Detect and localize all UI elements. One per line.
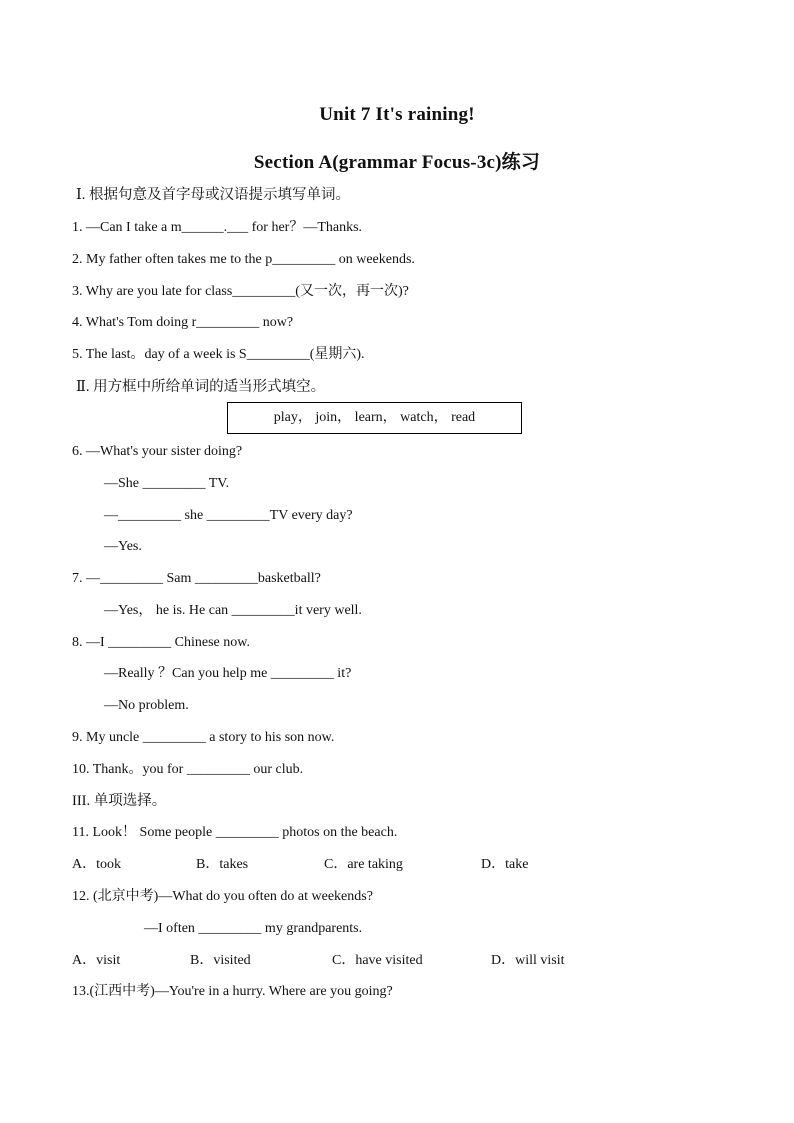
dialogue-line: —No problem. bbox=[104, 698, 189, 713]
question-3: 3. Why are you late for class_________(又一次，再一次)? bbox=[72, 284, 409, 299]
section-1-heading: Ⅰ. 根据句意及首字母或汉语提示填写单词。 bbox=[76, 187, 350, 203]
question-4: 4. What's Tom doing r_________ now? bbox=[72, 315, 294, 330]
q11-option-d: D．take bbox=[481, 857, 529, 872]
q12-option-a: A．visit bbox=[72, 953, 121, 968]
question-10: 10. Thank。you for _________ our club. bbox=[72, 762, 304, 777]
question-11: 11. Look！ Some people _________ photos on the beach. bbox=[72, 825, 398, 840]
question-9: 9. My uncle _________ a story to his son now. bbox=[72, 730, 335, 745]
q12-option-b: B．visited bbox=[190, 953, 251, 968]
question-6: 6. —What's your sister doing? bbox=[72, 444, 243, 459]
page-subtitle: Section A(grammar Focus-3c)练习 bbox=[253, 152, 541, 173]
question-2: 2. My father often takes me to the p_________ on weekends. bbox=[72, 252, 415, 267]
section-3-heading: III. 单项选择。 bbox=[72, 793, 167, 809]
q11-option-a: A．took bbox=[72, 857, 121, 872]
dialogue-line: —Yes. bbox=[104, 539, 142, 554]
section-2-heading: Ⅱ. 用方框中所给单词的适当形式填空。 bbox=[76, 379, 326, 395]
question-1: 1. —Can I take a m______.___ for her？—Thanks. bbox=[72, 220, 363, 235]
dialogue-line: —Yes， he is. He can _________it very well. bbox=[104, 603, 362, 618]
question-8: 8. —I _________ Chinese now. bbox=[72, 635, 250, 650]
page-title: Unit 7 It's raining! bbox=[319, 104, 475, 125]
dialogue-line: —She _________ TV. bbox=[104, 476, 230, 491]
dialogue-line: —_________ she _________TV every day? bbox=[104, 508, 353, 523]
question-12: 12. (北京中考)—What do you often do at weekends? bbox=[72, 889, 373, 904]
word-box: play， join， learn， watch， read bbox=[227, 402, 522, 434]
q12-answer-line: —I often _________ my grandparents. bbox=[144, 921, 363, 936]
dialogue-line: —Really ？Can you help me _________ it? bbox=[104, 666, 352, 681]
question-7: 7. —_________ Sam _________basketball? bbox=[72, 571, 321, 586]
q11-option-b: B．takes bbox=[196, 857, 249, 872]
q11-option-c: C．are taking bbox=[324, 857, 403, 872]
q12-option-c: C．have visited bbox=[332, 953, 423, 968]
question-5: 5. The last。day of a week is S_________(星期六). bbox=[72, 347, 365, 362]
question-13: 13.(江西中考)—You're in a hurry. Where are you going? bbox=[72, 984, 393, 999]
q12-option-d: D．will visit bbox=[491, 953, 565, 968]
